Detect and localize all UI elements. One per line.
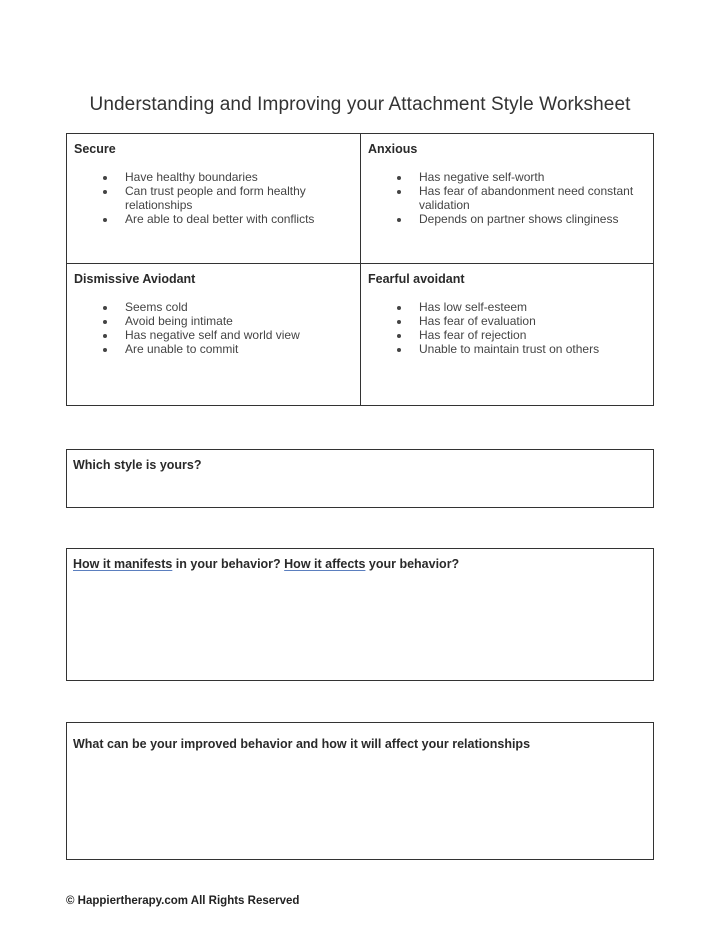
list-item: • Depends on partner shows clinginess <box>411 212 645 226</box>
manifests-question <box>73 557 647 571</box>
manifests-text: in your behavior? <box>172 557 285 571</box>
affects-text: your behavior? <box>365 557 460 571</box>
secure-heading: Secure <box>74 142 116 156</box>
dismissive-avoidant-cell <box>67 264 361 405</box>
anxious-heading: Anxious <box>368 142 418 156</box>
list-item: • Has fear of rejection <box>411 328 645 342</box>
affects-phrase: How it affects <box>284 557 366 571</box>
list-item: • Are able to deal better with conflicts <box>117 212 352 226</box>
attachment-styles-grid <box>66 133 654 406</box>
list-item: • Unable to maintain trust on others <box>411 342 645 356</box>
list-item: • Are unable to commit <box>117 342 352 356</box>
dismissive-avoidant-heading: Dismissive Aviodant <box>74 272 196 286</box>
list-item: • Seems cold <box>117 300 352 314</box>
worksheet-title: Understanding and Improving your Attachment Style Worksheet <box>89 94 631 115</box>
secure-cell <box>67 134 361 264</box>
secure-list <box>74 170 352 226</box>
list-item: • Has fear of evaluation <box>411 314 645 328</box>
list-item: • Avoid being intimate <box>117 314 352 328</box>
fearful-avoidant-heading: Fearful avoidant <box>368 272 465 286</box>
list-item: • Has negative self-worth <box>411 170 645 184</box>
fearful-avoidant-list <box>368 300 645 356</box>
anxious-list <box>368 170 645 226</box>
which-style-answer-box[interactable] <box>66 449 654 508</box>
which-style-question: Which style is yours? <box>73 458 202 472</box>
list-item: • Have healthy boundaries <box>117 170 352 184</box>
manifests-answer-box[interactable] <box>66 548 654 681</box>
list-item: • Has fear of abandonment need constant validation <box>411 184 645 212</box>
improved-behavior-question: What can be your improved behavior and how it will affect your relationships <box>73 737 531 751</box>
copyright-footer: © Happiertherapy.com All Rights Reserved <box>66 895 300 907</box>
dismissive-avoidant-list <box>74 300 352 356</box>
improved-behavior-answer-box[interactable] <box>66 722 654 860</box>
list-item: • Can trust people and form healthy relationships <box>117 184 352 212</box>
anxious-cell <box>361 134 653 264</box>
fearful-avoidant-cell <box>361 264 653 405</box>
list-item: • Has negative self and world view <box>117 328 352 342</box>
manifests-phrase: How it manifests <box>73 557 173 571</box>
list-item: • Has low self-esteem <box>411 300 645 314</box>
